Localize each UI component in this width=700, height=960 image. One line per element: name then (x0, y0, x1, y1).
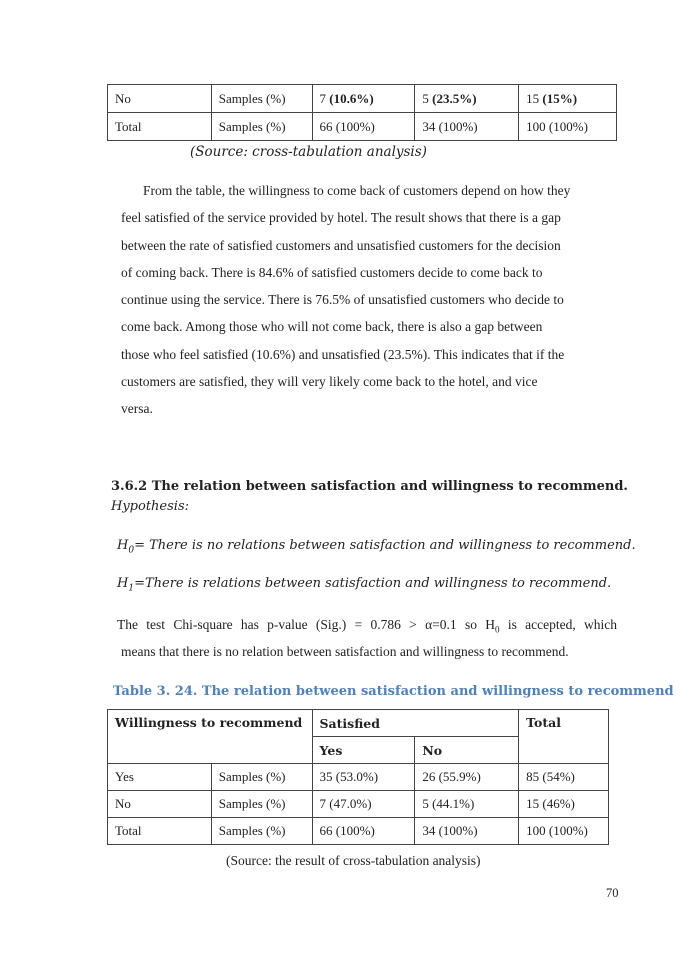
hypothesis-label: Hypothesis: (111, 499, 189, 514)
paragraph-line: From the table, the willingness to come back of customers depend on how they (143, 183, 571, 198)
table-cell: 66 (100%) (312, 818, 415, 845)
table-cell: 15 (46%) (519, 791, 609, 818)
table-row (108, 113, 617, 141)
chi-square-line-1: The test Chi-square has p-value (Sig.) = 0.786 > α=0.1 so $H_0$ is accepted, which (117, 617, 617, 635)
table-cell: 5 (23.5%) (415, 85, 519, 113)
table-cell: 100 (100%) (519, 818, 609, 845)
table-cell: 34 (100%) (415, 113, 519, 141)
row-label: Yes (108, 764, 212, 791)
paragraph-line: versa. (121, 401, 153, 417)
table-cell: 35 (53.0%) (312, 764, 415, 791)
header-no: No (415, 737, 519, 764)
row-unit: Samples (%) (211, 791, 312, 818)
header-total: Total (519, 710, 609, 764)
header-satisfied: Satisfied (312, 710, 519, 737)
paragraph-line: customers are satisfied, they will very likely come back to the hotel, and vice (121, 374, 538, 390)
table-title: Table 3. 24. The relation between satisfaction and willingness to recommend (113, 684, 674, 699)
paragraph-line: those who feel satisfied (10.6%) and unsatisfied (23.5%). This indicates that if the (121, 346, 565, 362)
chi-square-line-2: means that there is no relation between satisfaction and willingness to recommend. (121, 644, 569, 659)
paragraph-line: feel satisfied of the service provided by hotel. The result shows that there is a gap (121, 210, 561, 226)
row-unit: Samples (%) (211, 85, 312, 113)
table-row (108, 764, 609, 791)
section-heading: 3.6.2 The relation between satisfaction and willingness to recommend. (111, 479, 628, 494)
hypothesis-h0: $H_0=$ There is no relations between satisfaction and willingness to recommend. (117, 538, 636, 556)
top-table-source: (Source: cross-tabulation analysis) (190, 144, 427, 160)
paragraph-line: between the rate of satisfied customers and unsatisfied customers for the decision (121, 237, 561, 253)
table-cell: 7 (47.0%) (312, 791, 415, 818)
row-unit: Samples (%) (211, 818, 312, 845)
row-label: Total (108, 113, 212, 141)
table-cell: 26 (55.9%) (415, 764, 519, 791)
paragraph-line: continue using the service. There is 76.5% of unsatisfied customers who decide to (121, 292, 564, 308)
table-row (108, 791, 609, 818)
paragraph-line: come back. Among those who will not come back, there is also a gap between (121, 319, 543, 335)
page-number: 70 (606, 886, 619, 900)
row-label: Total (108, 818, 212, 845)
row-unit: Samples (%) (211, 113, 312, 141)
table-cell: 5 (44.1%) (415, 791, 519, 818)
analysis-paragraph (121, 177, 619, 423)
row-unit: Samples (%) (211, 764, 312, 791)
table-row (108, 818, 609, 845)
table-cell: 85 (54%) (519, 764, 609, 791)
bottom-table-source: (Source: the result of cross-tabulation analysis) (226, 853, 481, 868)
crosstab-table-continued (107, 84, 617, 141)
header-yes: Yes (312, 737, 415, 764)
table-row (108, 85, 617, 113)
hypothesis-h1: $H_1=There$ is relations between satisfaction and willingness to recommend. (117, 576, 612, 594)
recommend-crosstab-table (107, 709, 609, 845)
table-cell: 100 (100%) (519, 113, 617, 141)
table-cell: 7 (10.6%) (312, 85, 415, 113)
table-cell: 66 (100%) (312, 113, 415, 141)
table-cell: 15 (15%) (519, 85, 617, 113)
paragraph-line: of coming back. There is 84.6% of satisfied customers decide to come back to (121, 264, 543, 280)
row-label: No (108, 791, 212, 818)
row-label: No (108, 85, 212, 113)
header-willingness: Willingness to recommend (108, 710, 313, 764)
table-header-row (108, 710, 609, 737)
table-cell: 34 (100%) (415, 818, 519, 845)
